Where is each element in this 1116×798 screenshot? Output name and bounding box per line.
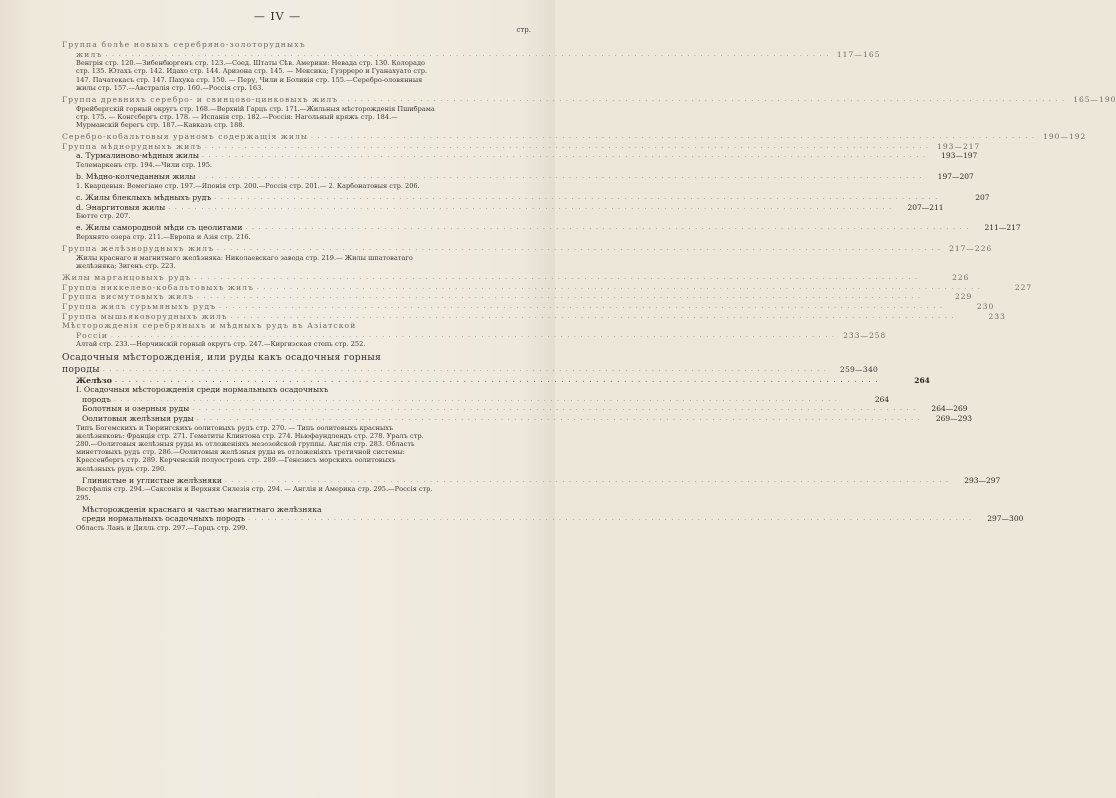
toc-entry-page-range: 193—217 bbox=[937, 141, 981, 151]
toc-entry-subtopics: Жилы краснаго и магнитнаго желѣзняка: Николаевскаго завода стр. 219.— Жилы шпатоватаго желѣзняка; Зигенъ стр. 223. bbox=[76, 253, 413, 270]
toc-entry-title: Желѣзо bbox=[76, 375, 112, 385]
toc-entry-title: d. Энаргитовыя жилы bbox=[76, 202, 166, 212]
toc-entry-title: Оолитовыя желѣзныя руды bbox=[82, 413, 194, 423]
toc-entry-page-range: 226 bbox=[952, 273, 970, 283]
toc-entry bbox=[62, 352, 492, 364]
toc-entry-page-range: 165—190 bbox=[1073, 95, 1116, 104]
dot-leader bbox=[231, 312, 955, 322]
toc-entry bbox=[62, 151, 978, 161]
toc-entry bbox=[62, 132, 1087, 142]
toc-entry-page-range: 211—217 bbox=[984, 223, 1021, 233]
toc-entry-subtopics: Типъ Богемскихъ и Тюрингскихъ оолитовыхъ рудъ стр. 270. — Типъ оолитовыхъ красныхъ желѣзняковъ: Франція стр. 271. Гематиты Клинтона стр. 274. Ньюфаундлендъ стр. 278. Уралъ стр. 280.—Оолитовыя желѣзныя руды въ отложеніяхъ мезозойской группы. Англія стр. 283. Область минеттовыхъ рудъ стр. 286.—Оолитовыя желѣзныя руды въ отложеніяхъ третичной системы: Крессенбергъ стр. 289. Керченскій полуостровъ стр. 289.—Генезисъ морскихъ оолитовыхъ желѣзныхъ рудъ стр. 290. bbox=[76, 423, 424, 473]
toc-entry-subtopics: 1. Кварцевыя: Вомегіано стр. 197.—Японія стр. 200.—Россія стр. 201.— 2. Карбонатовыя стр. 206. bbox=[76, 181, 420, 190]
toc-entry-title: Болотныя и озерныя руды bbox=[82, 404, 190, 414]
toc-entry-title: Группа мѣднорудныхъ жилъ bbox=[62, 141, 202, 151]
toc-entry-title: Мѣсторожденія серебряныхъ и мѣдныхъ рудъ въ Азіатской bbox=[62, 321, 357, 331]
dot-leader bbox=[197, 414, 921, 424]
toc-entry bbox=[62, 475, 1001, 486]
toc-entry-title: Группа желѣзнорудныхъ жилъ bbox=[62, 244, 214, 254]
toc-entry-page-range: 297—300 bbox=[987, 514, 1024, 524]
dot-leader bbox=[114, 395, 838, 405]
toc-entry bbox=[62, 192, 990, 203]
toc-entry-page-range: 190—192 bbox=[1043, 132, 1087, 142]
table-of-contents bbox=[62, 40, 1116, 535]
dot-leader bbox=[197, 292, 921, 302]
toc-entry-page-range: 264 bbox=[914, 375, 930, 385]
toc-entry bbox=[62, 244, 993, 254]
toc-entry bbox=[62, 394, 890, 405]
toc-entry-subtopics: Область Ланъ и Дилль стр. 297.—Гарцъ стр. 299. bbox=[76, 523, 248, 532]
toc-entry bbox=[62, 172, 974, 182]
toc-entry bbox=[62, 292, 973, 302]
toc-entry-page-range: 269—293 bbox=[935, 413, 973, 423]
toc-entry-title: Жилы марганцовыхъ рудъ bbox=[62, 273, 192, 283]
toc-entry bbox=[62, 141, 981, 152]
toc-entry bbox=[62, 375, 930, 386]
toc-entry bbox=[62, 282, 1033, 293]
toc-entry bbox=[62, 223, 1021, 233]
toc-entry bbox=[62, 49, 881, 60]
toc-entry-page-range: 233—258 bbox=[843, 330, 887, 340]
dot-leader bbox=[192, 404, 916, 414]
toc-entry-subtopics: Верхнято озера стр. 211.—Европа и Азія стр. 216. bbox=[76, 232, 251, 241]
dot-leader bbox=[105, 50, 829, 60]
dot-leader bbox=[194, 273, 918, 283]
dot-leader bbox=[225, 476, 949, 486]
toc-entry-title: Россіи bbox=[76, 330, 108, 340]
toc-entry-subtopics: Алтай стр. 233.—Нерчинскій горный округъ стр. 247.—Киргизская степь стр. 252. bbox=[76, 340, 366, 349]
dot-leader bbox=[245, 223, 969, 233]
toc-entry-title: Группа древнихъ серебро- и свинцово-цинковыхъ жилъ bbox=[62, 95, 339, 104]
toc-entry-page-range: 229 bbox=[955, 292, 973, 302]
toc-entry bbox=[62, 363, 879, 376]
page-column-label: стр. bbox=[516, 26, 531, 34]
dot-leader bbox=[214, 193, 938, 203]
toc-entry-title: I. Осадочныя мѣсторожденія среди нормальныхъ осадочныхъ bbox=[76, 385, 329, 395]
dot-leader bbox=[341, 95, 1065, 105]
toc-entry-title: среди нормальныхъ осадочныхъ породъ bbox=[82, 514, 246, 524]
toc-entry bbox=[62, 413, 973, 424]
dot-leader bbox=[202, 151, 926, 161]
dot-leader bbox=[205, 142, 929, 152]
toc-entry bbox=[62, 311, 1006, 322]
toc-entry-page-range: 217—226 bbox=[949, 244, 993, 254]
toc-entry-title: Мѣсторожденія краснаго и частью магнитнаго желѣзняка bbox=[82, 504, 322, 514]
toc-entry-title: Группа никкелево-кобальтовыхъ жилъ bbox=[62, 282, 254, 292]
toc-entry-title: Осадочныя мѣсторожденія, или руды какъ осадочныя горныя bbox=[62, 351, 382, 363]
toc-entry-page-range: 233 bbox=[988, 311, 1006, 321]
toc-entry-subtopics: Вестфалія стр. 294.—Саксонія и Верхняя Силезія стр. 294. — Англія и Америка стр. 295.—Россія стр. 295. bbox=[76, 485, 433, 502]
toc-entry-subtopics: Телемаркенъ стр. 194.—Чили стр. 195. bbox=[76, 160, 213, 169]
toc-entry-title: Серебро-кобальтовыя ураномъ содержащія жилы bbox=[62, 132, 308, 142]
toc-entry-title: породъ bbox=[82, 394, 111, 404]
dot-leader bbox=[168, 203, 892, 213]
dot-leader bbox=[219, 302, 943, 312]
toc-entry-title: Группа мышьяковорудныхъ жилъ bbox=[62, 311, 228, 321]
toc-entry-page-range: 264 bbox=[874, 394, 890, 404]
toc-entry bbox=[62, 321, 492, 331]
toc-entry bbox=[62, 273, 970, 283]
toc-entry bbox=[62, 514, 1024, 524]
toc-entry-subtopics: Фрейбергскій горный округъ стр. 168.—Верхній Гарцъ стр. 171.—Жильныя мѣсторожденія Пшибрама стр. 175. — Конгсбергъ стр. 178. — Испанія стр. 182.—Россія: Нагольный кряжъ стр. 184.— Мурманскій берегъ стр. 187.—Кавказъ стр. 188. bbox=[76, 104, 435, 129]
toc-entry-page-range: 259—340 bbox=[839, 364, 879, 374]
dot-leader bbox=[311, 132, 1035, 142]
toc-entry bbox=[62, 385, 492, 395]
toc-entry-page-range: 197—207 bbox=[937, 172, 974, 182]
toc-entry bbox=[62, 404, 968, 414]
toc-entry-page-range: 207—211 bbox=[907, 202, 944, 212]
toc-entry-title: e. Жилы самородной мѣди съ цеолитами bbox=[76, 223, 243, 233]
toc-entry-title: жилъ bbox=[76, 49, 103, 59]
toc-entry-title: a. Турмалиново-мѣдныя жилы bbox=[76, 151, 199, 161]
toc-entry bbox=[62, 505, 492, 515]
toc-entry bbox=[62, 40, 492, 50]
dot-leader bbox=[199, 172, 923, 182]
toc-entry-title: породы bbox=[62, 363, 100, 375]
dot-leader bbox=[257, 283, 981, 293]
toc-entry-title: Группа болѣе новыхъ серебряно-золоторудныхъ bbox=[62, 40, 306, 49]
page-number-header: — IV — bbox=[253, 10, 302, 23]
toc-entry-title: c. Жилы блеклыхъ мѣдныхъ рудъ bbox=[76, 192, 212, 202]
toc-entry bbox=[62, 202, 944, 213]
toc-entry-title: Глинистые и углистые желѣзняки bbox=[82, 475, 223, 485]
toc-entry-subtopics: Венгрія стр. 120.—Зибенбюргенъ стр. 123.—Соед. Штаты Сѣв. Америки: Невада стр. 130. Колорадо стр. 135. Ютахъ стр. 142. Идахо стр. 144. Аризона стр. 145. — Мексика; Гуэрреро и Гуанахуато стр. 147. Пачатекасъ стр. 147. Пахука стр. 150. — Перу, Чили и Боливія стр. 155.—Серебро-оловянныя жилы стр. 157.—Австралія стр. 160.—Россія стр. 163. bbox=[76, 59, 428, 92]
toc-entry-title: Группа висмутовыхъ жилъ bbox=[62, 292, 195, 302]
toc-entry-title: Группа жилъ сурьмяныхъ рудъ bbox=[62, 301, 216, 311]
toc-entry-subtopics: Бютте стр. 207. bbox=[76, 212, 131, 221]
toc-entry bbox=[62, 301, 995, 312]
toc-entry-page-range: 193—197 bbox=[941, 151, 978, 161]
toc-entry-page-range: 117—165 bbox=[836, 49, 881, 59]
dot-leader bbox=[217, 244, 941, 254]
toc-entry-title: b. Мѣдно-колчеданныя жилы bbox=[76, 172, 196, 182]
toc-entry-page-range: 264—269 bbox=[931, 404, 968, 414]
dot-leader bbox=[111, 331, 835, 341]
toc-entry-page-range: 230 bbox=[976, 301, 995, 311]
toc-entry-page-range: 293—297 bbox=[964, 475, 1001, 485]
toc-entry bbox=[62, 330, 887, 341]
toc-entry-page-range: 227 bbox=[1014, 282, 1033, 292]
dot-leader bbox=[115, 376, 879, 386]
dot-leader bbox=[248, 514, 972, 524]
dot-leader bbox=[103, 364, 827, 376]
toc-entry-page-range: 207 bbox=[975, 192, 990, 202]
toc-entry bbox=[62, 95, 1116, 105]
